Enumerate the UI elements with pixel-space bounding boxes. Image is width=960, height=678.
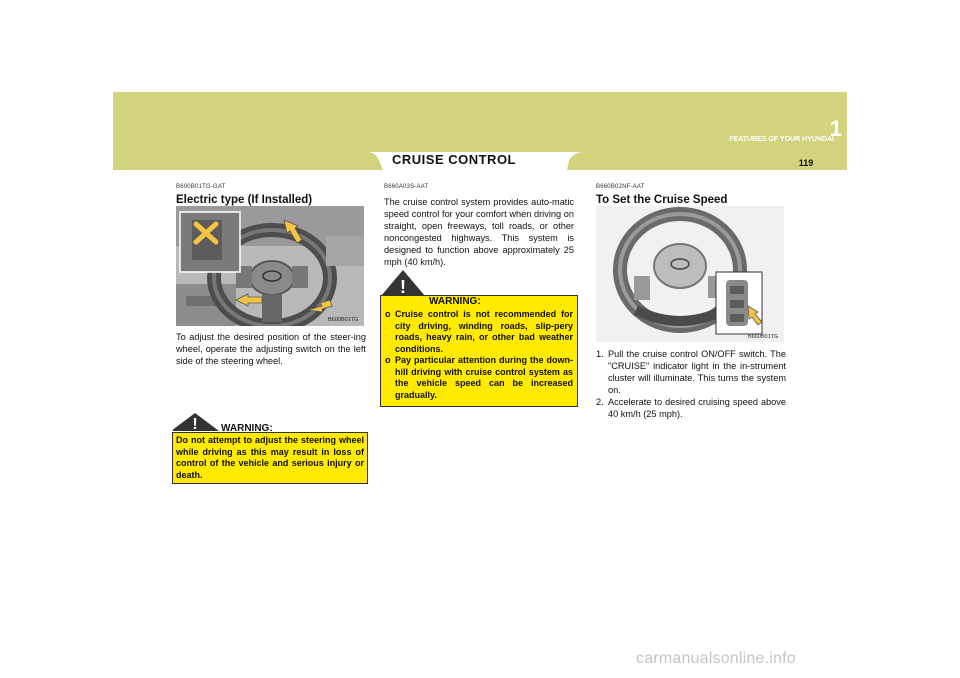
page-number: 119 — [798, 158, 814, 168]
list-item — [596, 348, 786, 396]
bullet-marker: o — [385, 309, 391, 319]
step-number: 1. — [596, 349, 604, 359]
step-text: Accelerate to desired cruising speed above 40 km/h (25 mph). — [608, 397, 786, 419]
section-label: FEATURES OF YOUR HYUNDAI — [729, 136, 834, 143]
list-item — [385, 309, 573, 355]
list-item — [596, 396, 786, 420]
step-text: Pull the cruise control ON/OFF switch. The "CRUISE" indicator light in the in-strument cluster will illuminate. This turns the system on. — [608, 349, 786, 395]
watermark: carmanualsonline.info — [636, 650, 796, 667]
list-item — [385, 355, 573, 401]
middle-warning-box — [380, 277, 578, 407]
bullet-marker: o — [385, 355, 391, 365]
left-section-heading: Electric type (If Installed) — [176, 194, 313, 206]
step-number: 2. — [596, 397, 604, 407]
warning-item-text: Pay particular attention during the down-hill driving with cruise control system as the vehicle speed can be increased gradually. — [395, 355, 573, 400]
exclamation-icon — [381, 270, 441, 298]
steering-wheel-adjust-illustration — [176, 206, 364, 326]
warning-item-text: Cruise control is not recommended for city driving, winding roads, slip-pery roads, heavy rain, or other bad weather conditions. — [395, 309, 573, 354]
svg-text:!: ! — [400, 277, 406, 297]
right-steps-list — [596, 348, 786, 420]
left-figure-label: B600B01TG — [328, 317, 359, 323]
page-title: CRUISE CONTROL — [392, 152, 516, 167]
left-warning-text: Do not attempt to adjust the steering wheel while driving as this may result in loss of control of the vehicle and serious injury or death. — [176, 435, 364, 480]
left-body-text: To adjust the desired position of the steer-ing wheel, operate the adjusting switch on the left side of the steering wheel. — [176, 332, 366, 366]
svg-text:!: ! — [192, 416, 198, 431]
middle-section-code: B660A03S-AAT — [384, 184, 429, 190]
right-section-heading: To Set the Cruise Speed — [596, 194, 728, 206]
left-section-code: B600B01TG-GAT — [176, 184, 226, 190]
middle-warning-list — [385, 309, 573, 401]
left-warning-box — [172, 416, 368, 484]
section-number: 1 — [829, 116, 842, 141]
middle-warning-title: WARNING: — [429, 296, 481, 307]
cruise-switch-illustration — [596, 206, 784, 342]
middle-body-text: The cruise control system provides auto-matic speed control for your comfort when driving on straight, open freeways, toll roads, or other noncongested highways. This system is designed to function above approximately 25 mph (40 km/h). — [384, 197, 574, 267]
right-section-code: B660B02NF-AAT — [596, 184, 645, 190]
left-warning-title: WARNING: — [221, 423, 273, 434]
right-figure-label: B660B01TG — [748, 334, 779, 340]
